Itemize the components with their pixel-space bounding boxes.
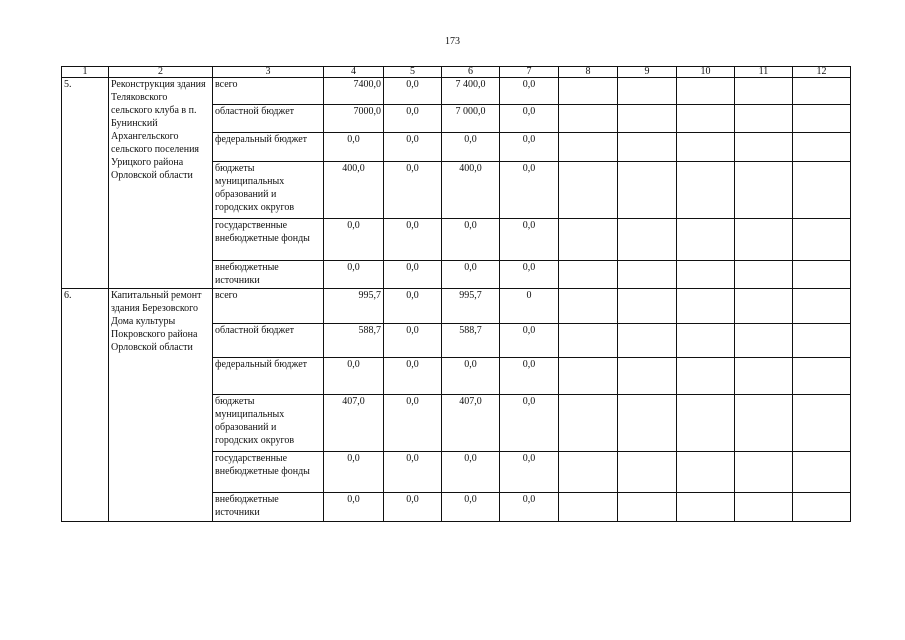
- project-number: 6.: [62, 289, 109, 522]
- empty-cell: [559, 133, 618, 162]
- value-cell: 0,0: [500, 261, 559, 289]
- empty-cell: [677, 133, 735, 162]
- empty-cell: [735, 493, 793, 522]
- empty-cell: [618, 493, 677, 522]
- empty-cell: [618, 105, 677, 133]
- empty-cell: [677, 78, 735, 105]
- project-name: Капитальный ремонт здания Березовского Дома культуры Покровского района Орловской области: [109, 289, 213, 522]
- empty-cell: [677, 493, 735, 522]
- funding-source: государственные внебюджетные фонды: [213, 219, 324, 261]
- value-cell: 0,0: [384, 395, 442, 452]
- empty-cell: [793, 395, 851, 452]
- value-cell: 7400,0: [324, 78, 384, 105]
- column-header: 9: [618, 67, 677, 78]
- column-header: 7: [500, 67, 559, 78]
- project-name: Реконструкция здания Теляковского сельского клуба в п. Бунинский Архангельского сельского поселения Урицкого района Орловской области: [109, 78, 213, 289]
- funding-source: областной бюджет: [213, 105, 324, 133]
- column-header: 5: [384, 67, 442, 78]
- empty-cell: [793, 162, 851, 219]
- value-cell: 995,7: [442, 289, 500, 324]
- column-header: 10: [677, 67, 735, 78]
- funding-source: бюджеты муниципальных образований и городских округов: [213, 162, 324, 219]
- empty-cell: [793, 452, 851, 493]
- empty-cell: [793, 324, 851, 358]
- column-header: 1: [62, 67, 109, 78]
- value-cell: 407,0: [324, 395, 384, 452]
- value-cell: 0,0: [384, 105, 442, 133]
- funding-source: бюджеты муниципальных образований и городских округов: [213, 395, 324, 452]
- column-header: 6: [442, 67, 500, 78]
- value-cell: 0,0: [500, 133, 559, 162]
- empty-cell: [735, 452, 793, 493]
- value-cell: 0,0: [324, 219, 384, 261]
- empty-cell: [793, 261, 851, 289]
- empty-cell: [735, 219, 793, 261]
- empty-cell: [677, 395, 735, 452]
- table-row: [62, 289, 851, 324]
- column-header: 3: [213, 67, 324, 78]
- empty-cell: [559, 261, 618, 289]
- empty-cell: [735, 133, 793, 162]
- value-cell: 0,0: [500, 162, 559, 219]
- value-cell: 0,0: [384, 133, 442, 162]
- value-cell: 7 400,0: [442, 78, 500, 105]
- value-cell: 0,0: [442, 493, 500, 522]
- budget-table: [61, 66, 851, 522]
- empty-cell: [618, 324, 677, 358]
- column-header: 2: [109, 67, 213, 78]
- empty-cell: [559, 358, 618, 395]
- empty-cell: [793, 219, 851, 261]
- value-cell: 0,0: [500, 493, 559, 522]
- empty-cell: [677, 261, 735, 289]
- empty-cell: [559, 395, 618, 452]
- funding-source: государственные внебюджетные фонды: [213, 452, 324, 493]
- empty-cell: [677, 105, 735, 133]
- project-number: 5.: [62, 78, 109, 289]
- empty-cell: [677, 358, 735, 395]
- value-cell: 400,0: [442, 162, 500, 219]
- value-cell: 588,7: [442, 324, 500, 358]
- empty-cell: [559, 324, 618, 358]
- value-cell: 7 000,0: [442, 105, 500, 133]
- empty-cell: [793, 358, 851, 395]
- value-cell: 0: [500, 289, 559, 324]
- value-cell: 0,0: [384, 219, 442, 261]
- empty-cell: [559, 289, 618, 324]
- value-cell: 0,0: [384, 289, 442, 324]
- value-cell: 0,0: [384, 452, 442, 493]
- empty-cell: [735, 395, 793, 452]
- empty-cell: [735, 162, 793, 219]
- value-cell: 0,0: [500, 324, 559, 358]
- empty-cell: [677, 452, 735, 493]
- funding-source: всего: [213, 289, 324, 324]
- value-cell: 0,0: [442, 358, 500, 395]
- empty-cell: [559, 78, 618, 105]
- value-cell: 0,0: [442, 133, 500, 162]
- value-cell: 0,0: [384, 78, 442, 105]
- empty-cell: [618, 289, 677, 324]
- empty-cell: [793, 493, 851, 522]
- value-cell: 588,7: [324, 324, 384, 358]
- empty-cell: [618, 219, 677, 261]
- empty-cell: [793, 105, 851, 133]
- empty-cell: [677, 219, 735, 261]
- empty-cell: [559, 493, 618, 522]
- value-cell: 0,0: [500, 395, 559, 452]
- value-cell: 0,0: [442, 261, 500, 289]
- value-cell: 0,0: [384, 324, 442, 358]
- column-header: 8: [559, 67, 618, 78]
- value-cell: 0,0: [384, 358, 442, 395]
- empty-cell: [677, 289, 735, 324]
- column-header-row: [62, 67, 851, 78]
- value-cell: 7000,0: [324, 105, 384, 133]
- value-cell: 0,0: [324, 261, 384, 289]
- value-cell: 0,0: [500, 358, 559, 395]
- value-cell: 0,0: [324, 452, 384, 493]
- empty-cell: [735, 358, 793, 395]
- empty-cell: [559, 219, 618, 261]
- column-header: 11: [735, 67, 793, 78]
- value-cell: 0,0: [500, 219, 559, 261]
- funding-source: федеральный бюджет: [213, 358, 324, 395]
- empty-cell: [618, 261, 677, 289]
- value-cell: 0,0: [500, 105, 559, 133]
- empty-cell: [735, 105, 793, 133]
- value-cell: 995,7: [324, 289, 384, 324]
- value-cell: 0,0: [324, 133, 384, 162]
- value-cell: 0,0: [442, 452, 500, 493]
- empty-cell: [559, 452, 618, 493]
- empty-cell: [559, 105, 618, 133]
- value-cell: 0,0: [324, 493, 384, 522]
- value-cell: 0,0: [384, 493, 442, 522]
- empty-cell: [677, 162, 735, 219]
- empty-cell: [618, 133, 677, 162]
- empty-cell: [735, 324, 793, 358]
- empty-cell: [618, 358, 677, 395]
- funding-source: областной бюджет: [213, 324, 324, 358]
- empty-cell: [618, 162, 677, 219]
- empty-cell: [735, 78, 793, 105]
- value-cell: 0,0: [384, 261, 442, 289]
- funding-source: всего: [213, 78, 324, 105]
- value-cell: 0,0: [500, 452, 559, 493]
- column-header: 12: [793, 67, 851, 78]
- funding-source: федеральный бюджет: [213, 133, 324, 162]
- empty-cell: [793, 78, 851, 105]
- empty-cell: [618, 452, 677, 493]
- table-row: [62, 78, 851, 105]
- value-cell: 0,0: [442, 219, 500, 261]
- empty-cell: [618, 78, 677, 105]
- column-header: 4: [324, 67, 384, 78]
- empty-cell: [677, 324, 735, 358]
- page-number: 173: [445, 36, 460, 47]
- value-cell: 400,0: [324, 162, 384, 219]
- empty-cell: [793, 289, 851, 324]
- empty-cell: [735, 289, 793, 324]
- funding-source: внебюджетные источники: [213, 261, 324, 289]
- value-cell: 0,0: [500, 78, 559, 105]
- value-cell: 0,0: [384, 162, 442, 219]
- empty-cell: [559, 162, 618, 219]
- value-cell: 407,0: [442, 395, 500, 452]
- funding-source: внебюджетные источники: [213, 493, 324, 522]
- empty-cell: [735, 261, 793, 289]
- value-cell: 0,0: [324, 358, 384, 395]
- empty-cell: [793, 133, 851, 162]
- empty-cell: [618, 395, 677, 452]
